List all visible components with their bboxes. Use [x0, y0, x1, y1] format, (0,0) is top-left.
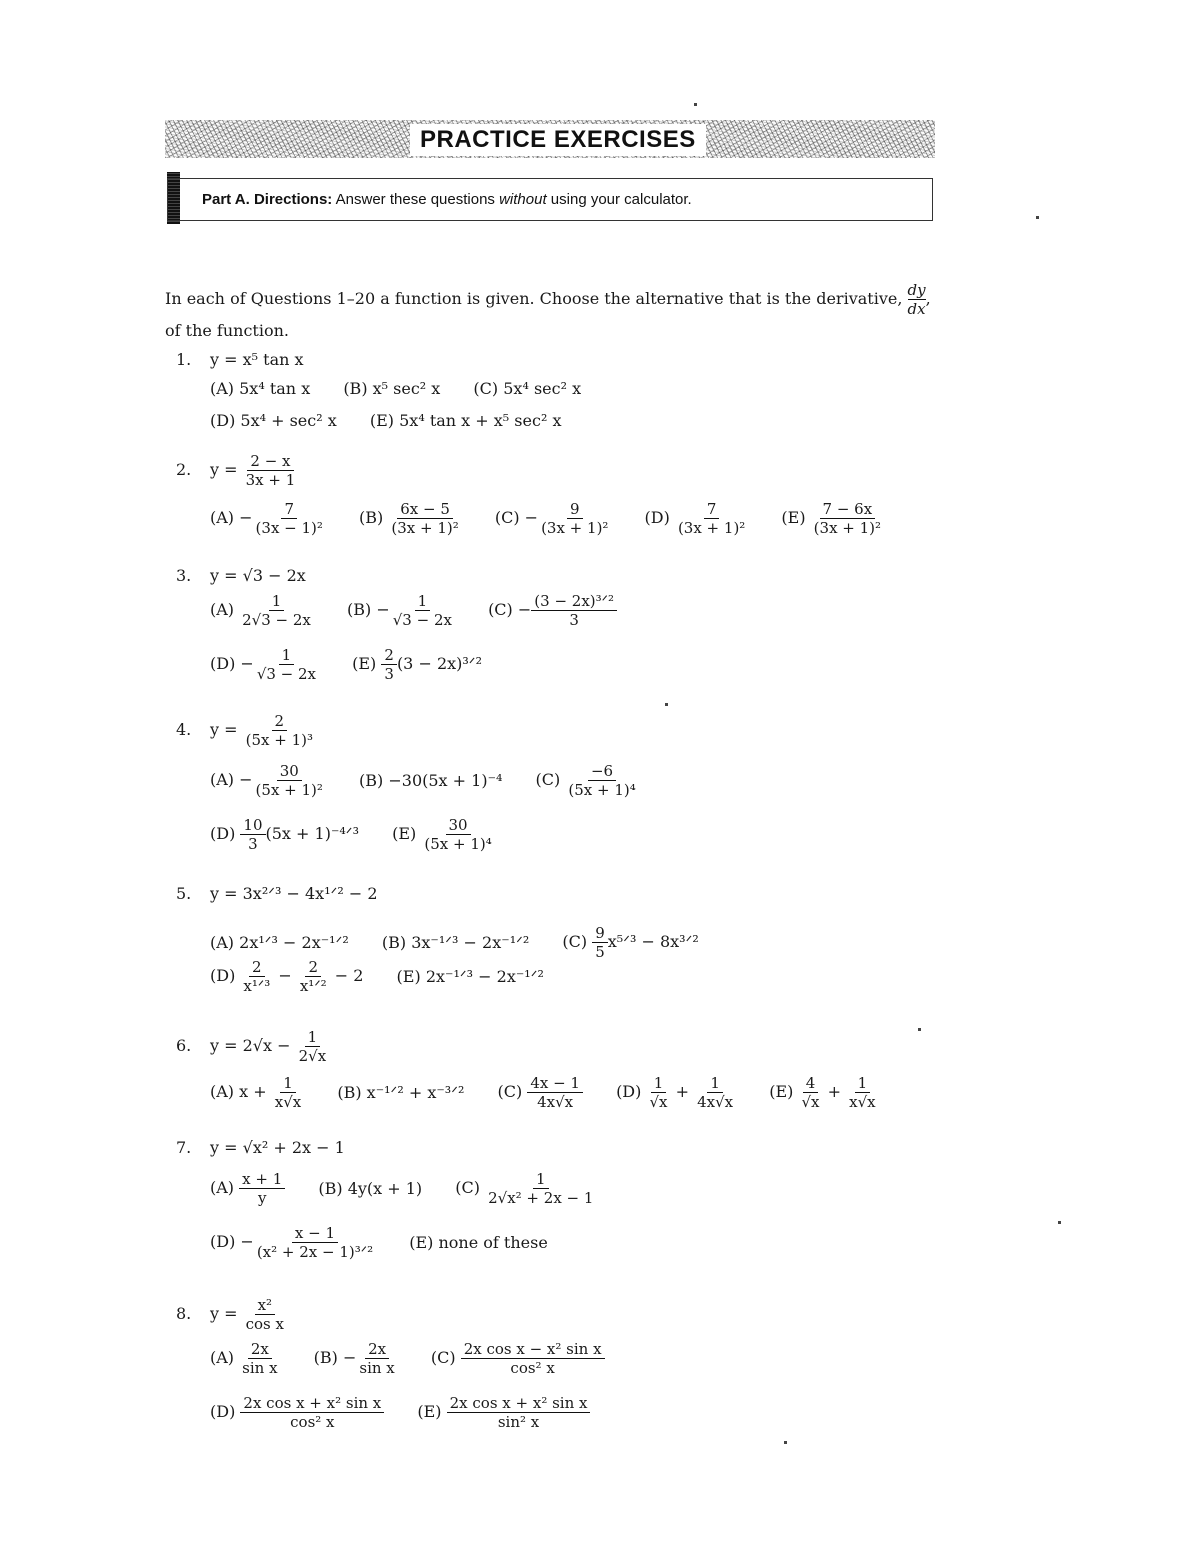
- scan-speck: [1058, 1221, 1061, 1224]
- denominator: 2√3 − 2x: [242, 611, 311, 629]
- option-a[interactable]: [210, 933, 349, 953]
- option-a[interactable]: [210, 1170, 285, 1207]
- option-tail: − 2: [334, 966, 364, 985]
- stem-lhs: y =: [210, 460, 238, 479]
- option-a[interactable]: [210, 762, 326, 799]
- option-label: (C): [455, 1178, 480, 1197]
- numerator: 2: [272, 712, 288, 731]
- numerator: 4: [803, 1074, 819, 1093]
- option-label: (B): [359, 508, 384, 527]
- question-4: [176, 712, 316, 749]
- question-2-options: [210, 500, 912, 537]
- option-c[interactable]: [497, 1074, 582, 1111]
- option-sign: −: [517, 600, 532, 619]
- option-fraction: [447, 1394, 591, 1431]
- option-sign: −: [240, 654, 254, 673]
- stem-lhs: y =: [210, 720, 238, 739]
- page-title: PRACTICE EXERCISES: [410, 124, 706, 156]
- option-c[interactable]: (C) 5x⁴ sec² x: [473, 378, 582, 398]
- question-number: 6.: [176, 1036, 192, 1055]
- numerator: 1: [305, 1028, 321, 1047]
- numerator: 1: [415, 592, 431, 611]
- numerator: 10: [240, 816, 265, 835]
- dydx-denominator: dx: [907, 300, 926, 318]
- denominator: x¹ᐟ²: [299, 977, 327, 995]
- scan-speck: [918, 1028, 921, 1031]
- option-label: (D): [210, 1402, 236, 1421]
- numerator: 30: [277, 762, 302, 781]
- option-e[interactable]: (E) 5x⁴ tan x + x⁵ sec² x: [369, 410, 562, 430]
- option-tail: x⁵ᐟ³ − 8x³ᐟ²: [607, 932, 699, 951]
- option-value: 4y(x + 1): [347, 1178, 423, 1198]
- question-6-options: [210, 1074, 879, 1111]
- option-d[interactable]: [210, 646, 319, 683]
- option-fraction: [240, 958, 273, 995]
- numerator: 1: [280, 1074, 296, 1093]
- question-stem: y = √3 − 2x: [210, 566, 306, 585]
- question-stem: y = x⁵ tan x: [210, 350, 304, 369]
- question-5: [176, 884, 378, 904]
- numerator: 1: [707, 1074, 723, 1093]
- option-fraction: [240, 816, 265, 853]
- numerator: 2: [305, 958, 321, 977]
- denominator: x¹ᐟ³: [243, 977, 271, 995]
- denominator: sin² x: [497, 1413, 540, 1431]
- option-fraction: [675, 500, 748, 537]
- numerator: 1: [855, 1074, 871, 1093]
- scan-speck: [1036, 216, 1039, 219]
- option-label: (C): [497, 1082, 523, 1101]
- option-operator: +: [675, 1082, 689, 1101]
- numerator: 2: [249, 958, 265, 977]
- dydx-numerator: dy: [907, 281, 926, 299]
- question-3-options-row-1: [210, 592, 645, 629]
- option-label: (D): [644, 508, 670, 527]
- option-value: x⁻¹ᐟ² + x⁻³ᐟ²: [366, 1082, 465, 1102]
- denominator: (3x + 1)²: [677, 519, 746, 537]
- option-b[interactable]: [314, 1340, 398, 1377]
- option-label: (B): [313, 1348, 338, 1367]
- option-label: (A): [210, 1082, 235, 1101]
- option-label: (A): [210, 600, 235, 619]
- denominator: (3x + 1)²: [813, 519, 882, 537]
- denominator: (3x + 1)²: [391, 519, 459, 537]
- option-fraction: [388, 500, 461, 537]
- option-e[interactable]: [781, 500, 884, 537]
- option-sign: −: [239, 770, 253, 789]
- option-d[interactable]: [210, 958, 363, 995]
- denominator: (3x − 1)²: [255, 519, 323, 537]
- question-5-options-row-1: [210, 924, 727, 961]
- option-fraction: [239, 1170, 285, 1207]
- option-fraction: [538, 500, 611, 537]
- option-fraction: [239, 592, 314, 629]
- directions-emphasis: without: [499, 191, 547, 208]
- question-stem: y = 3x²ᐟ³ − 4x¹ᐟ² − 2: [210, 884, 378, 903]
- option-c[interactable]: [562, 924, 698, 961]
- question-number: 5.: [176, 884, 192, 903]
- denominator: y: [257, 1189, 267, 1207]
- stem-fraction: [243, 712, 316, 749]
- denominator: (x² + 2x − 1)³ᐟ²: [256, 1243, 374, 1261]
- option-fraction: [592, 924, 608, 961]
- dydx-fraction: [908, 281, 926, 318]
- stem-lhs: y =: [210, 1304, 238, 1323]
- numerator: 1: [279, 646, 295, 665]
- denominator: cos x: [245, 1315, 284, 1333]
- option-sign: −: [376, 600, 390, 619]
- option-a[interactable]: (A) 5x⁴ tan x: [210, 378, 311, 398]
- question-3-options-row-2: [210, 646, 510, 683]
- question-8-options-row-2: [210, 1394, 618, 1431]
- option-b[interactable]: [347, 592, 455, 629]
- question-7-options-row-1: [210, 1170, 624, 1207]
- numerator: 6x − 5: [397, 500, 453, 519]
- option-fraction: [253, 762, 326, 799]
- denominator: x√x: [849, 1093, 876, 1111]
- option-label: (E): [781, 508, 806, 527]
- directions-text: [202, 191, 692, 208]
- directions-text-before: Answer these questions: [335, 191, 495, 208]
- option-fraction: [461, 1340, 605, 1377]
- numerator: 1: [651, 1074, 667, 1093]
- option-sign: −: [524, 508, 539, 527]
- denominator: 3: [569, 611, 579, 629]
- option-label: (D): [210, 824, 236, 843]
- question-number: 1.: [176, 350, 192, 369]
- stem-fraction: [296, 1028, 330, 1065]
- option-fraction: [356, 1340, 397, 1377]
- option-label: (C): [562, 932, 588, 951]
- option-c[interactable]: [431, 1340, 605, 1377]
- numerator: 2x cos x + x² sin x: [240, 1394, 384, 1413]
- scan-speck: [694, 103, 697, 106]
- denominator: √3 − 2x: [392, 611, 452, 629]
- numerator: 2x: [365, 1340, 389, 1359]
- option-label: (B): [337, 1082, 362, 1102]
- option-sign: −: [342, 1348, 357, 1367]
- option-b[interactable]: (B) x⁵ sec² x: [343, 378, 441, 398]
- option-fraction: [254, 646, 319, 683]
- option-label: (E): [417, 1402, 442, 1421]
- denominator: 5: [595, 943, 605, 961]
- intro-text: In each of Questions 1–20 a function is given. Choose the alternative that is the derivative,: [165, 289, 903, 308]
- option-d[interactable]: [645, 500, 749, 537]
- option-value: 2x⁻¹ᐟ³ − 2x⁻¹ᐟ²: [425, 966, 544, 986]
- question-stem: y = √x² + 2x − 1: [210, 1138, 345, 1157]
- option-e[interactable]: [397, 967, 544, 987]
- option-label: (C): [494, 508, 520, 527]
- option-fraction: [239, 1340, 280, 1377]
- option-d[interactable]: (D) 5x⁴ + sec² x: [210, 410, 337, 430]
- option-c[interactable]: [536, 762, 639, 799]
- denominator: x√x: [274, 1093, 302, 1111]
- option-a[interactable]: [210, 592, 314, 629]
- numerator: −6: [588, 762, 616, 781]
- denominator: 4x√x: [697, 1093, 734, 1111]
- option-b[interactable]: [382, 933, 529, 953]
- option-value: 3x⁻¹ᐟ³ − 2x⁻¹ᐟ²: [411, 932, 530, 952]
- option-fraction: [485, 1170, 596, 1207]
- denominator: √3 − 2x: [256, 665, 317, 683]
- option-e[interactable]: [769, 1074, 878, 1111]
- option-fraction: [846, 1074, 878, 1111]
- numerator: 2x cos x + x² sin x: [447, 1394, 591, 1413]
- option-fraction: [798, 1074, 822, 1111]
- stem-fraction: [243, 452, 299, 489]
- question-number: 4.: [176, 720, 192, 739]
- numerator: 2x: [248, 1340, 272, 1359]
- option-b[interactable]: [359, 771, 502, 791]
- option-d[interactable]: [616, 1074, 736, 1111]
- denominator: 3: [248, 835, 258, 853]
- option-fraction: [527, 1074, 583, 1111]
- option-fraction: [390, 592, 455, 629]
- option-fraction: [565, 762, 638, 799]
- question-1: [176, 350, 304, 370]
- option-fraction: [272, 1074, 304, 1111]
- option-label: (C): [430, 1348, 456, 1367]
- numerator: 1: [533, 1170, 549, 1189]
- numerator: 2x cos x − x² sin x: [461, 1340, 605, 1359]
- denominator: (3x + 1)²: [541, 519, 609, 537]
- option-fraction: [531, 592, 617, 629]
- option-label: (A): [210, 1178, 235, 1197]
- stem-fraction: [243, 1296, 287, 1333]
- option-a[interactable]: [210, 1340, 281, 1377]
- option-label: (A): [210, 770, 235, 789]
- question-5-options-row-2: [210, 958, 572, 995]
- denominator: 3x + 1: [245, 471, 296, 489]
- option-label: (B): [381, 932, 407, 952]
- question-4-options-row-1: [210, 762, 667, 799]
- option-b[interactable]: [337, 1083, 464, 1103]
- option-e[interactable]: [352, 646, 482, 683]
- numerator: x²: [255, 1296, 275, 1315]
- numerator: (3 − 2x)³ᐟ²: [531, 592, 617, 611]
- option-tail: (3 − 2x)³ᐟ²: [396, 654, 482, 673]
- option-label: (D): [210, 1232, 236, 1251]
- numerator: 9: [592, 924, 608, 943]
- option-b[interactable]: [318, 1179, 422, 1199]
- option-fraction: [646, 1074, 670, 1111]
- option-fraction: [694, 1074, 736, 1111]
- option-sign: −: [239, 508, 253, 527]
- option-c[interactable]: [455, 1170, 596, 1207]
- question-8: [176, 1296, 287, 1333]
- numerator: 7: [281, 500, 297, 519]
- question-4-options-row-2: [210, 816, 523, 853]
- directions-text-after: using your calculator.: [550, 191, 692, 208]
- question-2: [176, 452, 298, 489]
- question-1-options-row-1: [210, 378, 609, 399]
- option-sign: −: [240, 1232, 254, 1251]
- numerator: x + 1: [239, 1170, 285, 1189]
- intro-tail: of the function.: [165, 321, 289, 340]
- numerator: 2: [381, 646, 397, 665]
- option-d[interactable]: [210, 1394, 384, 1431]
- option-fraction: [297, 958, 330, 995]
- numerator: 9: [567, 500, 583, 519]
- option-a[interactable]: [210, 1074, 304, 1111]
- question-number: 3.: [176, 566, 192, 585]
- directions-label: Part A. Directions:: [202, 191, 333, 208]
- denominator: (5x + 1)⁴: [424, 835, 492, 853]
- question-7: [176, 1138, 345, 1158]
- option-operator: +: [827, 1082, 842, 1101]
- denominator: 4x√x: [537, 1093, 574, 1111]
- denominator: (5x + 1)²: [255, 781, 323, 799]
- option-fraction: [421, 816, 494, 853]
- intro-paragraph: In each of Questions 1–20 a function is given. Choose the alternative that is the derivative, $\frac{dy}{dx}$ , of the function.: [165, 281, 931, 340]
- option-prefix: x +: [239, 1082, 267, 1101]
- denominator: sin x: [242, 1359, 278, 1377]
- numerator: 30: [446, 816, 471, 835]
- denominator: √x: [649, 1093, 668, 1111]
- option-label: (E): [352, 654, 377, 673]
- numerator: 7 − 6x: [820, 500, 876, 519]
- option-c[interactable]: [495, 500, 612, 537]
- question-1-options-row-2: [210, 410, 589, 431]
- option-label: (B): [359, 770, 384, 790]
- option-c[interactable]: [488, 592, 617, 629]
- denominator: √x: [801, 1093, 820, 1111]
- denominator: cos² x: [510, 1359, 555, 1377]
- option-label: (C): [488, 600, 513, 619]
- option-label: (A): [210, 932, 235, 952]
- denominator: (5x + 1)⁴: [568, 781, 636, 799]
- option-e[interactable]: [409, 1233, 548, 1253]
- option-fraction: [253, 500, 326, 537]
- option-fraction: [381, 646, 397, 683]
- question-number: 8.: [176, 1304, 192, 1323]
- option-value: −30(5x + 1)⁻⁴: [388, 770, 503, 790]
- question-7-options-row-2: [210, 1224, 576, 1261]
- option-e[interactable]: [392, 816, 495, 853]
- option-label: (C): [535, 770, 561, 789]
- option-label: (D): [210, 654, 236, 673]
- question-3: [176, 566, 306, 586]
- option-fraction: [811, 500, 884, 537]
- option-e[interactable]: [417, 1394, 590, 1431]
- option-label: (A): [210, 508, 235, 527]
- numerator: 1: [269, 592, 285, 611]
- option-label: (E): [396, 966, 421, 986]
- option-operator: −: [278, 966, 292, 985]
- question-number: 7.: [176, 1138, 192, 1157]
- option-fraction: [254, 1224, 376, 1261]
- numerator: 2 − x: [247, 452, 293, 471]
- option-a[interactable]: [210, 500, 326, 537]
- option-label: (D): [210, 966, 236, 985]
- option-label: (A): [210, 1348, 235, 1367]
- scan-speck: [784, 1441, 787, 1444]
- option-b[interactable]: [359, 500, 462, 537]
- question-8-options-row-1: [210, 1340, 633, 1377]
- option-fraction: [240, 1394, 384, 1431]
- question-number: 2.: [176, 460, 192, 479]
- option-label: (E): [769, 1082, 794, 1101]
- option-label: (B): [318, 1178, 343, 1198]
- numerator: 7: [704, 500, 720, 519]
- option-tail: (5x + 1)⁻⁴ᐟ³: [265, 824, 359, 843]
- option-label: (B): [347, 600, 372, 619]
- denominator: 3: [384, 665, 394, 683]
- numerator: 4x − 1: [527, 1074, 583, 1093]
- scan-speck: [665, 703, 668, 706]
- numerator: x − 1: [292, 1224, 338, 1243]
- question-6: [176, 1028, 329, 1065]
- option-label: (E): [409, 1232, 434, 1252]
- option-d[interactable]: [210, 1224, 376, 1261]
- option-value: none of these: [438, 1232, 548, 1252]
- option-d[interactable]: [210, 816, 359, 853]
- denominator: cos² x: [290, 1413, 335, 1431]
- stem-lhs: y = 2√x −: [210, 1036, 291, 1055]
- option-label: (E): [392, 824, 417, 843]
- denominator: 2√x: [298, 1047, 327, 1065]
- denominator: sin x: [359, 1359, 395, 1377]
- option-label: (D): [616, 1082, 642, 1101]
- denominator: 2√x² + 2x − 1: [488, 1189, 594, 1207]
- option-value: 2x¹ᐟ³ − 2x⁻¹ᐟ²: [239, 932, 349, 952]
- denominator: (5x + 1)³: [245, 731, 313, 749]
